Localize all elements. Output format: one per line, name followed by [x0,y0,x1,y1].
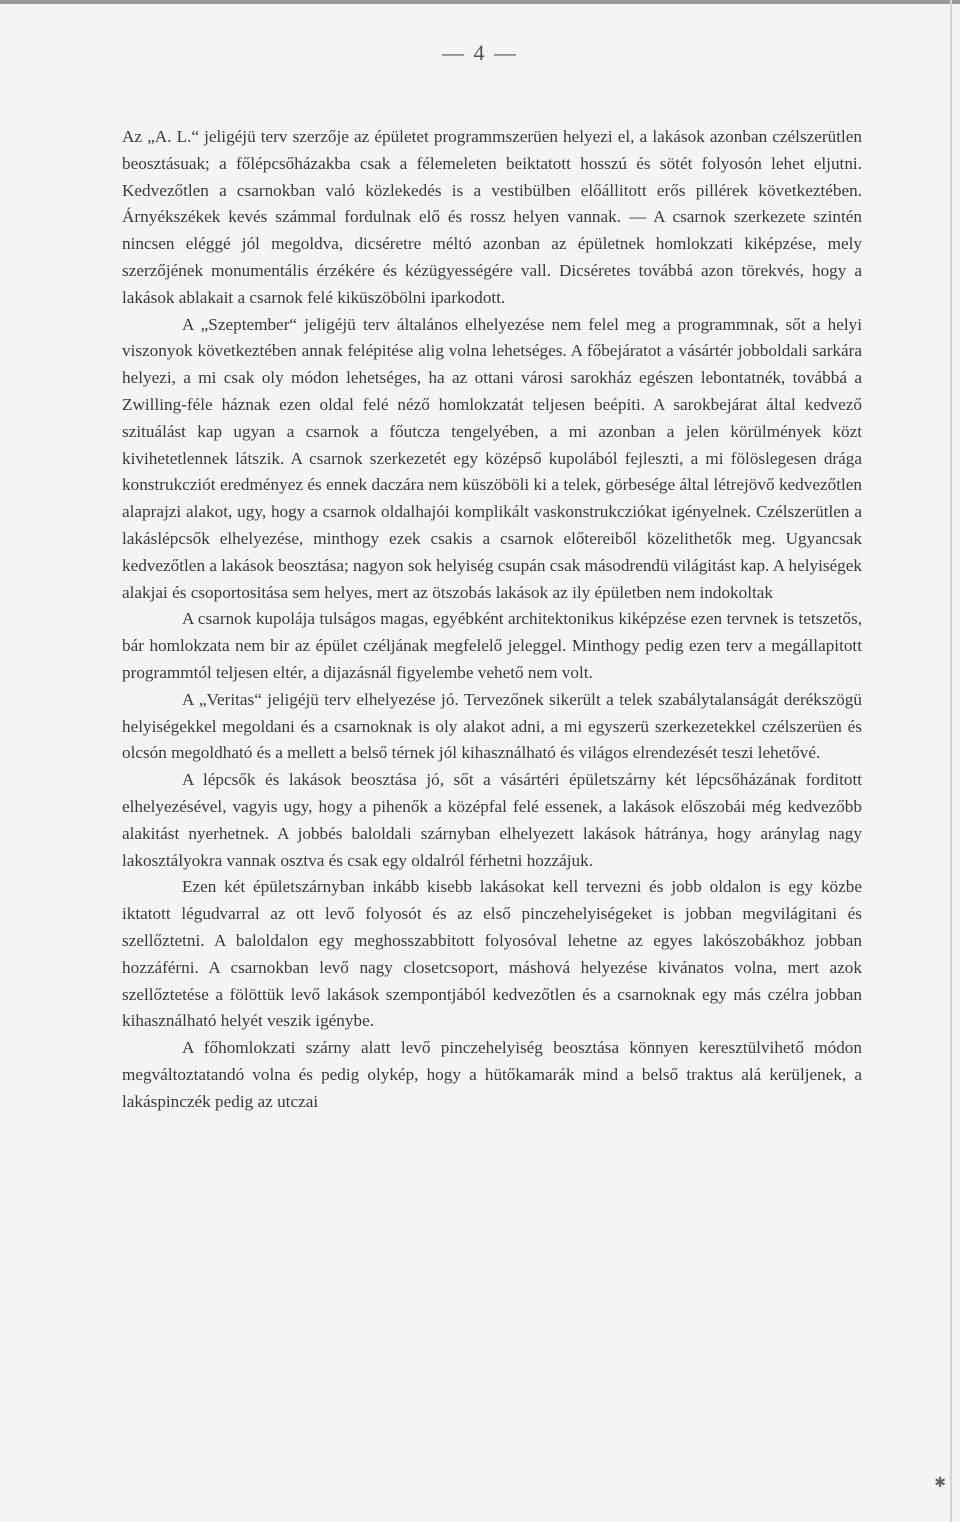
paragraph-6: Ezen két épületszárnyban inkább kisebb lakásokat kell tervezni és jobb oldalon is egy közbe iktatott légudvarral az ott levő folyosót és az első pinczehelyiségeket is jobban megvilágitani és szellőztetni. A baloldalon egy meghosszabbitott folyosóval lehetne az egyes lakószobákhoz jobban hozzáférni. A csarnokban levő nagy closetcsoport, máshová helyezése kivánatos volna, mert azok szellőztetése a fölöttük levő lakások szempontjából kedvezőtlen és a csarnoknak egy más czélra jobban kihasználható helyét veszik igénybe. [122,877,862,1031]
paragraph-1: Az „A. L.“ jeligéjü terv szerzője az épületet programmszerüen helyezi el, a lakások azonban czélszerütlen beosztásuak; a főlépcsőházakba csak a félemeleten beiktatott hosszú és sötét folyosón lehet eljutni. Kedvezőtlen a csarnokban való közlekedés is a vestibülben előállitott erős pillérek következtében. Árnyékszékek kevés számmal fordulnak elő és rossz helyen vannak. — A csarnok szerkezete szintén nincsen eléggé jól megoldva, dicséretre méltó azonban az épületnek homlokzati kiképzése, mely szerzőjének monumentális érzékére és kézügyességére vall. Dicséretes továbbá azon törekvés, hogy a lakások ablakait a csarnok felé kiküszöbölni iparkodott. [122,127,862,307]
paragraph-5: A lépcsők és lakások beosztása jó, sőt a vásártéri épületszárny két lépcsőházának forditott elhelyezésével, vagyis ugy, hogy a pihenők a középfal felé essenek, a lakások előszobái még kedvezőbb alakitást nyerhetnek. A jobbés baloldali szárnyban elhelyezett lakások hátránya, hogy aránylag nagy lakosztályokra vannak osztva és csak egy oldalról férhetni hozzájuk. [122,770,862,870]
paragraph-3: A csarnok kupolája tulságos magas, egyébként architektonikus kiképzése ezen tervnek is tetszetős, bár homlokzata nem bir az épület czéljának megfelelő jeleggel. Minthogy pedig ezen terv a megállapitott programmtól teljesen eltér, a dijazásnál figyelembe vehető nem volt. [122,609,862,682]
paragraph-7: A főhomlokzati szárny alatt levő pinczehelyiség beosztása könnyen keresztülvihető módon megváltoztatandó volna és pedig olykép, hogy a hütőkamarák mind a belső traktus alá kerüljenek, a lakáspinczék pedig az utczai [122,1038,862,1111]
body-text [122,124,862,1115]
page-number: — 4 — [442,40,518,65]
paragraph-4: A „Veritas“ jeligéjü terv elhelyezése jó. Tervezőnek sikerült a telek szabálytalanságát derékszögü helyiségekkel megoldani és a csarnoknak is oly alakot adni, a mi egyszerü szerkezetekkel czélszerüen és olcsón megoldható és a mellett a belső térnek jól kihasználható és világos elrendezését teszi lehetővé. [122,689,862,763]
paragraph-2: A „Szeptember“ jeligéjü terv általános elhelyezése nem felel meg a programmnak, sőt a helyi viszonyok következtében annak felépitése alig volna lehetséges. A főbejáratot a vásártér jobboldali sarkára helyezi, a mi csak oly módon lehetséges, ha az ottani városi sarokház egészen lebontatnék, továbbá a Zwilling-féle háznak ezen oldal felé néző homlokzatát teljesen beépiti. A sarokbejárat által kedvező szituálást kap ugyan a csarnok a főutcza tengelyében, a mi azonban a jelen körülmények közt kivihetetlennek látszik. A csarnok szerkezetét egy középső kupolából fejleszti, a mi fölöslegesen drága konstrukcziót eredményez és ennek daczára nem küszöböli ki a telek, görbesége által létrejövő kedvezőtlen alaprajzi alakot, ugy, hogy a csarnok oldalhajói komplikált vaskonstrukcziókat igényelnek. Czélszerütlen a lakáslépcsők elhelyezése, minthogy ezek csakis a csarnok előtereiből közelithetők meg. Ugyancsak kedvezőtlen a lakások beosztása; nagyon sok helyiség csupán csak másodrendü világitást kap. A helyiségek alakjai és csoportositása sem helyes, mert az ötszobás lakások az ily épületben nem indokoltak [122,314,862,602]
top-edge-rule [0,0,960,4]
right-page-edge [950,0,952,1522]
corner-mark: ✱ [934,1476,946,1491]
